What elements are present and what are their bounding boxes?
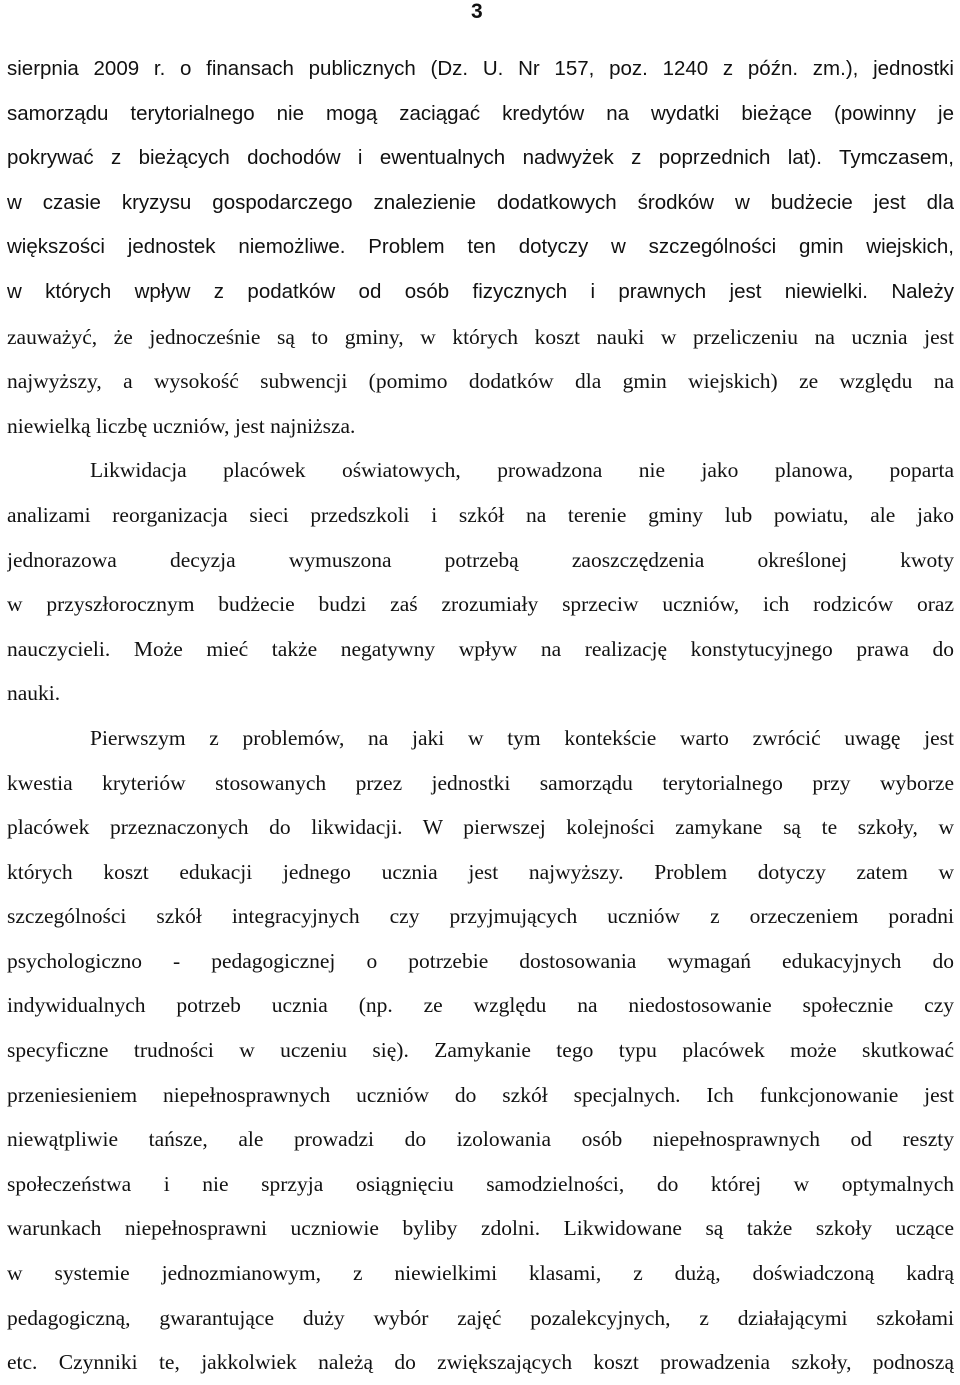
text-line: warunkach niepełnosprawni uczniowie byliby zdolni. Likwidowane są także szkoły uczące <box>7 1216 954 1241</box>
text-line: Likwidacja placówek oświatowych, prowadzona nie jako planowa, poparta <box>90 458 954 483</box>
text-line: etc. Czynniki te, jakkolwiek należą do zwiększających koszt prowadzenia szkoły, podnoszą <box>7 1350 954 1375</box>
text-line: nauki. <box>7 681 61 706</box>
text-line: zauważyć, że jednocześnie są to gminy, w których koszt nauki w przeliczeniu na ucznia jest <box>7 324 954 349</box>
text-line: Pierwszym z problemów, na jaki w tym kontekście warto zwrócić uwagę jest <box>90 725 954 750</box>
text-line: w których wpływ z podatków od osób fizycznych i prawnych jest niewielki. Należy <box>7 279 954 303</box>
text-line: w przyszłorocznym budżecie budzi zaś zrozumiały sprzeciw uczniów, ich rodziców oraz <box>7 592 954 617</box>
text-line: nauczycieli. Może mieć także negatywny wpływ na realizację konstytucyjnego prawa do <box>7 636 954 661</box>
text-line: najwyższy, a wysokość subwencji (pomimo dodatków dla gmin wiejskich) ze względu na <box>7 369 954 394</box>
text-line: pedagogiczną, gwarantujące duży wybór zajęć pozalekcyjnych, z działającymi szkołami <box>7 1305 954 1330</box>
text-line: większości jednostek niemożliwe. Problem ten dotyczy w szczególności gmin wiejskich, <box>7 235 954 259</box>
page-number: 3 <box>471 0 483 23</box>
text-line: w systemie jednozmianowym, z niewielkimi klasami, z dużą, doświadczoną kadrą <box>7 1261 954 1286</box>
text-line: niewielką liczbę uczniów, jest najniższa. <box>7 413 356 438</box>
text-line: szczególności szkół integracyjnych czy przyjmujących uczniów z orzeczeniem poradni <box>7 904 954 929</box>
text-line: specyficzne trudności w uczeniu się). Zamykanie tego typu placówek może skutkować <box>7 1038 954 1063</box>
text-line: pokrywać z bieżących dochodów i ewentualnych nadwyżek z poprzednich lat). Tymczasem, <box>7 146 954 170</box>
text-line: samorządu terytorialnego nie mogą zaciągać kredytów na wydatki bieżące (powinny je <box>7 101 954 125</box>
text-line: analizami reorganizacja sieci przedszkoli i szkół na terenie gminy lub powiatu, ale jako <box>7 502 954 527</box>
text-line: sierpnia 2009 r. o finansach publicznych (Dz. U. Nr 157, poz. 1240 z późn. zm.), jednostki <box>7 57 954 80</box>
document-body <box>7 47 954 1385</box>
text-line: przeniesieniem niepełnosprawnych uczniów do szkół specjalnych. Ich funkcjonowanie jest <box>7 1082 954 1107</box>
text-line: placówek przeznaczonych do likwidacji. W pierwszej kolejności zamykane są te szkoły, w <box>7 815 954 840</box>
text-line: których koszt edukacji jednego ucznia jest najwyższy. Problem dotyczy zatem w <box>7 859 954 884</box>
text-line: niewątpliwie tańsze, ale prowadzi do izolowania osób niepełnosprawnych od reszty <box>7 1127 954 1152</box>
text-line: kwestia kryteriów stosowanych przez jednostki samorządu terytorialnego przy wyborze <box>7 770 954 795</box>
text-line: psychologiczno - pedagogicznej o potrzebie dostosowania wymagań edukacyjnych do <box>7 948 954 973</box>
text-line: społeczeństwa i nie sprzyja osiągnięciu samodzielności, do której w optymalnych <box>7 1171 954 1196</box>
text-line: w czasie kryzysu gospodarczego znalezienie dodatkowych środków w budżecie jest dla <box>7 190 954 214</box>
text-line: indywidualnych potrzeb ucznia (np. ze względu na niedostosowanie społecznie czy <box>7 993 954 1018</box>
text-line: jednorazowa decyzja wymuszona potrzebą zaoszczędzenia określonej kwoty <box>7 547 954 572</box>
